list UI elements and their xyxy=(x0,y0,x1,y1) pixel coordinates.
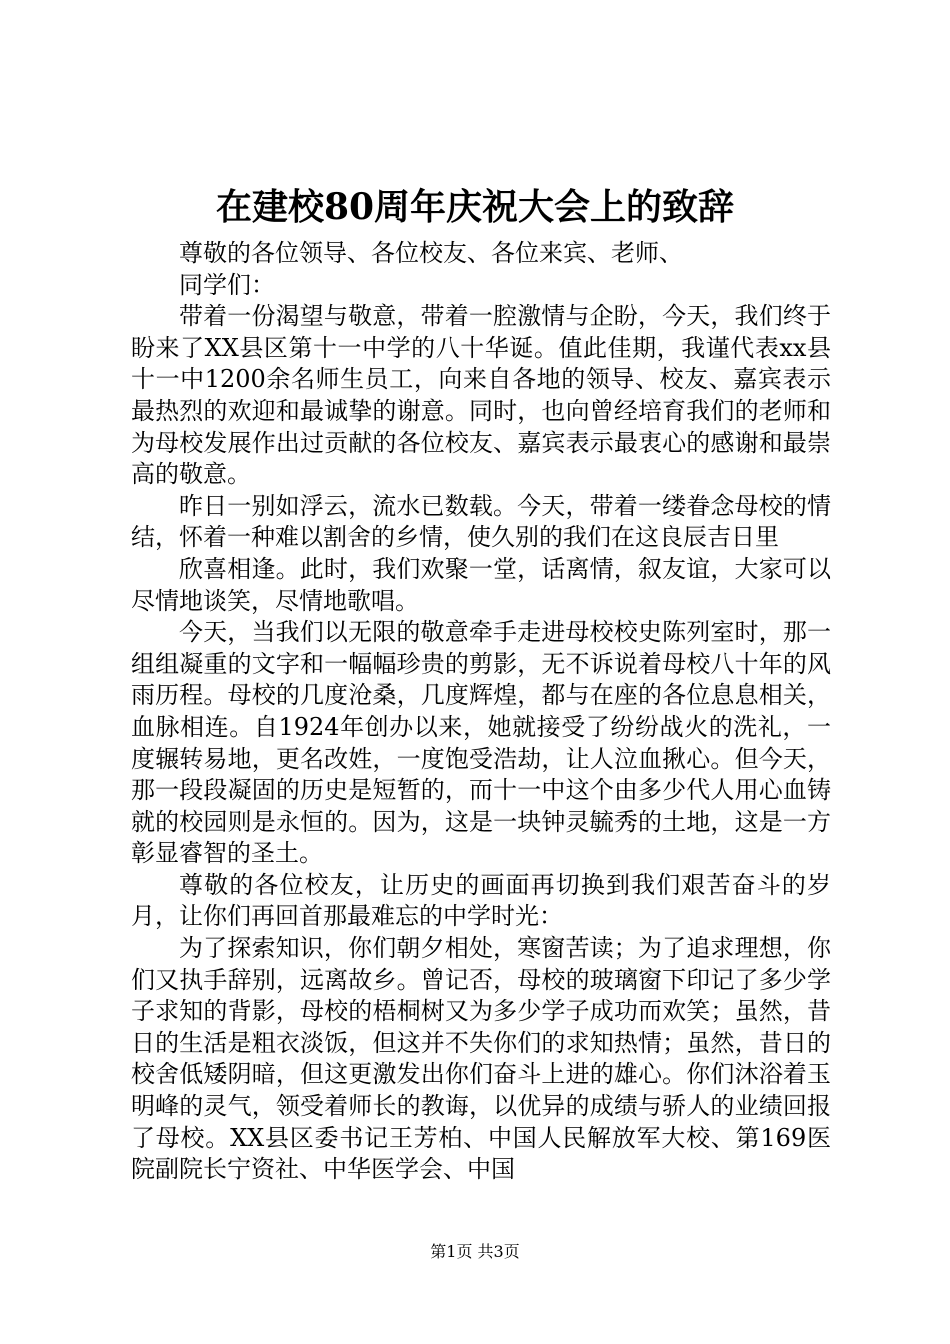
paragraph: 昨日一别如浮云，流水已数载。今天，带着一缕眷念母校的情结，怀着一种难以割舍的乡情，使久别的我们在这良辰吉日里 xyxy=(131,491,831,552)
paragraph: 为了探索知识，你们朝夕相处，寒窗苦读；为了追求理想，你们又执手辞别，远离故乡。曾记否，母校的玻璃窗下印记了多少学子求知的背影，母校的梧桐树又为多少学子成功而欢笑；虽然，昔日的生活是粗衣淡饭，但这并不失你们的求知热情；虽然，昔日的校舍低矮阴暗，但这更激发出你们奋斗上进的雄心。你们沐浴着玉明峰的灵气，领受着师长的教诲，以优异的成绩与骄人的业绩回报了母校。XX县区委书记王芳柏、中国人民解放军大校、第169医院副院长宁资社、中华医学会、中国 xyxy=(131,934,831,1184)
paragraph: 尊敬的各位校友，让历史的画面再切换到我们艰苦奋斗的岁月，让你们再回首那最难忘的中学时光： xyxy=(131,870,831,931)
document-title: 在建校80周年庆祝大会上的致辞 xyxy=(215,186,735,228)
page-number-footer: 第1页 共3页 xyxy=(430,1242,520,1261)
paragraph: 欣喜相逢。此时，我们欢聚一堂，话离情，叙友谊，大家可以尽情地谈笑，尽情地歌唱。 xyxy=(131,554,831,615)
salutation-line-1: 尊敬的各位领导、各位校友、各位来宾、老师、 xyxy=(179,239,683,267)
paragraph: 今天，当我们以无限的敬意牵手走进母校校史陈列室时，那一组组凝重的文字和一幅幅珍贵的剪影，无不诉说着母校八十年的风雨历程。母校的几度沧桑，几度辉煌，都与在座的各位息息相关，血脉相连。自1924年创办以来，她就接受了纷纷战火的洗礼，一度辗转易地，更名改姓，一度饱受浩劫，让人泣血揪心。但今天，那一段段凝固的历史是短暂的，而十一中这个由多少代人用心血铸就的校园则是永恒的。因为，这是一块钟灵毓秀的土地，这是一方彰显睿智的圣土。 xyxy=(131,618,831,868)
document-body xyxy=(131,238,831,1186)
paragraph: 带着一份渴望与敬意，带着一腔激情与企盼，今天，我们终于盼来了XX县区第十一中学的八十华诞。值此佳期，我谨代表xx县十一中1200余名师生员工，向来自各地的领导、校友、嘉宾表示最热烈的欢迎和最诚挚的谢意。同时，也向曾经培育我们的老师和为母校发展作出过贡献的各位校友、嘉宾表示最衷心的感谢和最崇高的敬意。 xyxy=(131,302,831,489)
salutation-line-2: 同学们： xyxy=(179,270,275,299)
